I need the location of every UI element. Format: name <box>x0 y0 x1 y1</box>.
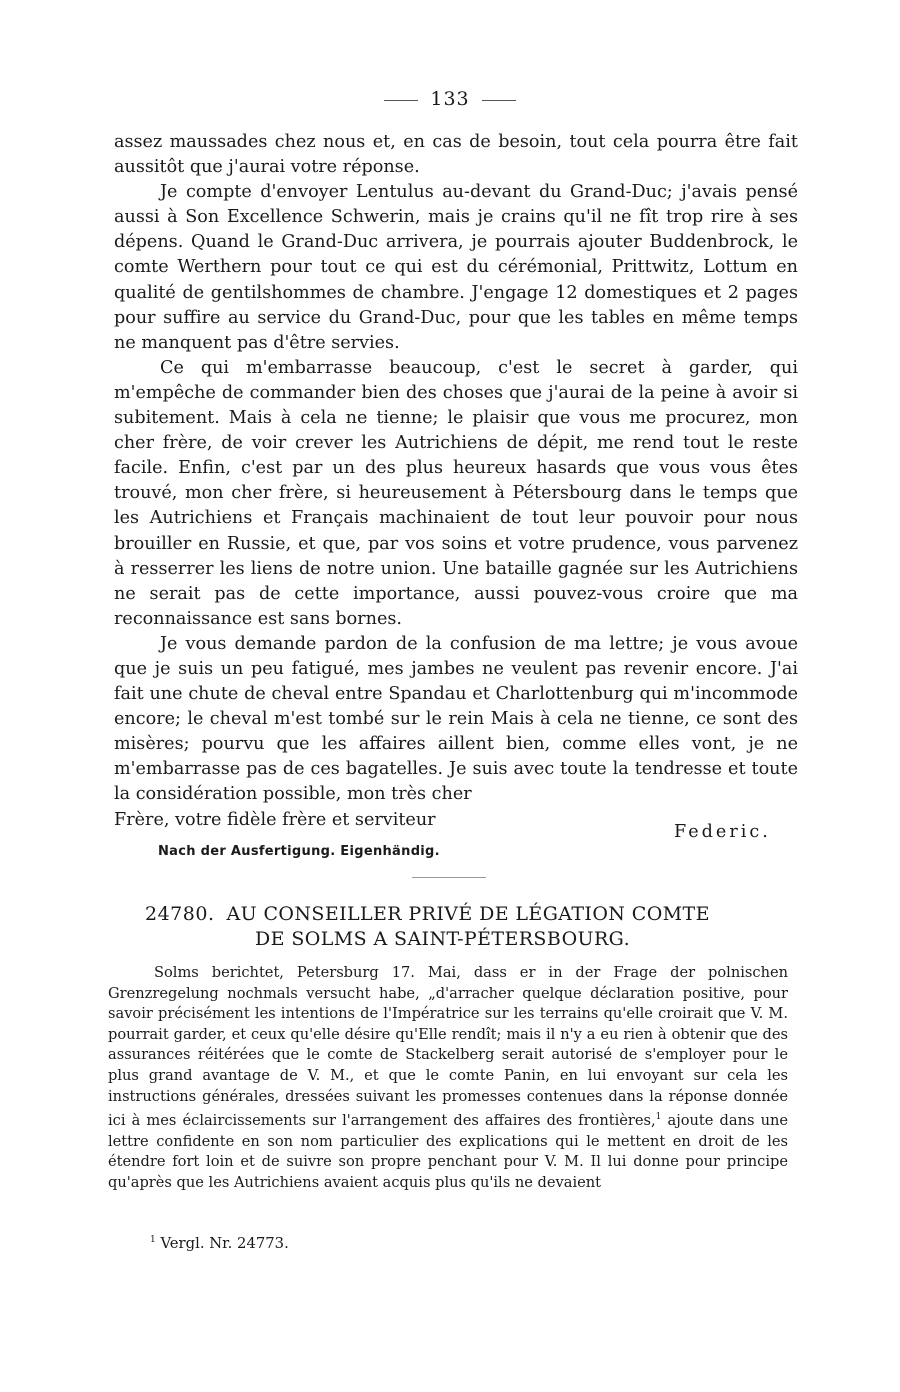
document-title-line2: DE SOLMS A SAINT-PÉTERSBOURG. <box>255 928 631 950</box>
footnote-text: Vergl. Nr. 24773. <box>160 1235 289 1252</box>
letter-paragraph: Je compte d'envoyer Lentulus au-devant du Grand-Duc; j'avais pensé aussi à Son Excellence Schwerin, mais je crains qu'il ne fît trop rire à ses dépens. Quand le Grand-Duc arrivera, je pourrais ajouter Buddenbrock, le comte Werthern pour tout ce qui est du cérémonial, Prittwitz, Lottum en qualité de gentilshommes de chambre. J'engage 12 domestiques et 2 pages pour suffire au service du Grand-Duc, pour que les tables en même temps ne manquent pas d'être servies. <box>114 182 798 353</box>
page-number-text: 133 <box>430 88 470 110</box>
document-heading <box>145 902 795 952</box>
letter-body <box>114 130 798 858</box>
footnote-reference: 1 <box>655 1112 662 1123</box>
closing-row <box>114 808 798 858</box>
page-number-dash-right <box>482 100 516 101</box>
summary-text-after-ref: ajoute dans une lettre confidente en son nom particulier des explications qui le mettent en droit de les étendre fort loin et de suivre son propre penchant pour V. M. Il lui donne pour principe qu'après que les Autrichiens avaient acquis plus qu'ils ne devaient <box>108 1112 789 1191</box>
document-number: 24780. <box>145 903 215 925</box>
letter-paragraph: assez maussades chez nous et, en cas de besoin, tout cela pourra être fait aussitôt que j'aurai votre réponse. <box>114 132 798 178</box>
summary-text-before-ref: Solms berichtet, Petersburg 17. Mai, dass er in der Frage der polnischen Grenzregelung nochmals versucht habe, „d'arracher quelque déclaration positive, pour savoir précisément les intentions de l'Impératrice sur les terrains qu'elle croirait que V. M. pourrait garder, et ceux qu'elle désire qu'Elle rendît; mais il n'y a eu rien à obtenir que des assurances réitérées que le comte de Stackelberg serait autorisé de s'employer pour le plus grand avantage de V. M., et que le comte Panin, en lui envoyant sur cela les instructions générales, dressées suivant les promesses contenues dans la réponse donnée ici à mes éclaircissements sur l'arrangement des affaires des frontières, <box>108 964 788 1130</box>
summary-block <box>108 963 788 1193</box>
document-title-line1: AU CONSEILLER PRIVÉ DE LÉGATION COMTE <box>226 903 710 925</box>
page-number <box>0 88 900 110</box>
letter-paragraph: Je vous demande pardon de la confusion de ma lettre; je vous avoue que je suis un peu fatigué, mes jambes ne veulent pas revenir encore. J'ai fait une chute de cheval entre Spandau et Charlottenburg qui m'incommode encore; le cheval m'est tombé sur le rein Mais à cela ne tienne, ce sont des misères; pourvu que les affaires aillent bien, comme elles vont, je ne m'embarrasse pas de ces bagatelles. Je suis avec toute la tendresse et toute la considération possible, mon très cher <box>114 633 798 805</box>
footnote <box>150 1235 289 1252</box>
footnote-mark: 1 <box>150 1235 156 1246</box>
summary-paragraph <box>108 963 788 1193</box>
letter-signature: Federic. <box>674 821 771 842</box>
letter-closing: Frère, votre fidèle frère et serviteur <box>114 809 436 830</box>
section-divider <box>412 877 486 878</box>
letter-paragraph: Ce qui m'embarrasse beaucoup, c'est le secret à garder, qui m'empêche de commander bien des choses que j'aurai de la peine à avoir si subitement. Mais à cela ne tienne; le plaisir que vous me procurez, mon cher frère, de voir crever les Autrichiens de dépit, me rend tout le reste facile. Enfin, c'est par un des plus heureux hasards que vous vous êtes trouvé, mon cher frère, si heureusement à Pétersbourg dans le temps que les Autrichiens et Français machinaient de tout leur pouvoir pour nous brouiller en Russie, et que, par vos soins et votre prudence, vous parvenez à resserrer les liens de notre union. Une bataille gagnée sur les Autrichiens ne serait pas de cette importance, aussi pouvez-vous croire que ma reconnaissance est sans bornes. <box>114 357 798 629</box>
source-note: Nach der Ausfertigung. Eigenhändig. <box>158 843 440 859</box>
page-number-dash-left <box>384 100 418 101</box>
